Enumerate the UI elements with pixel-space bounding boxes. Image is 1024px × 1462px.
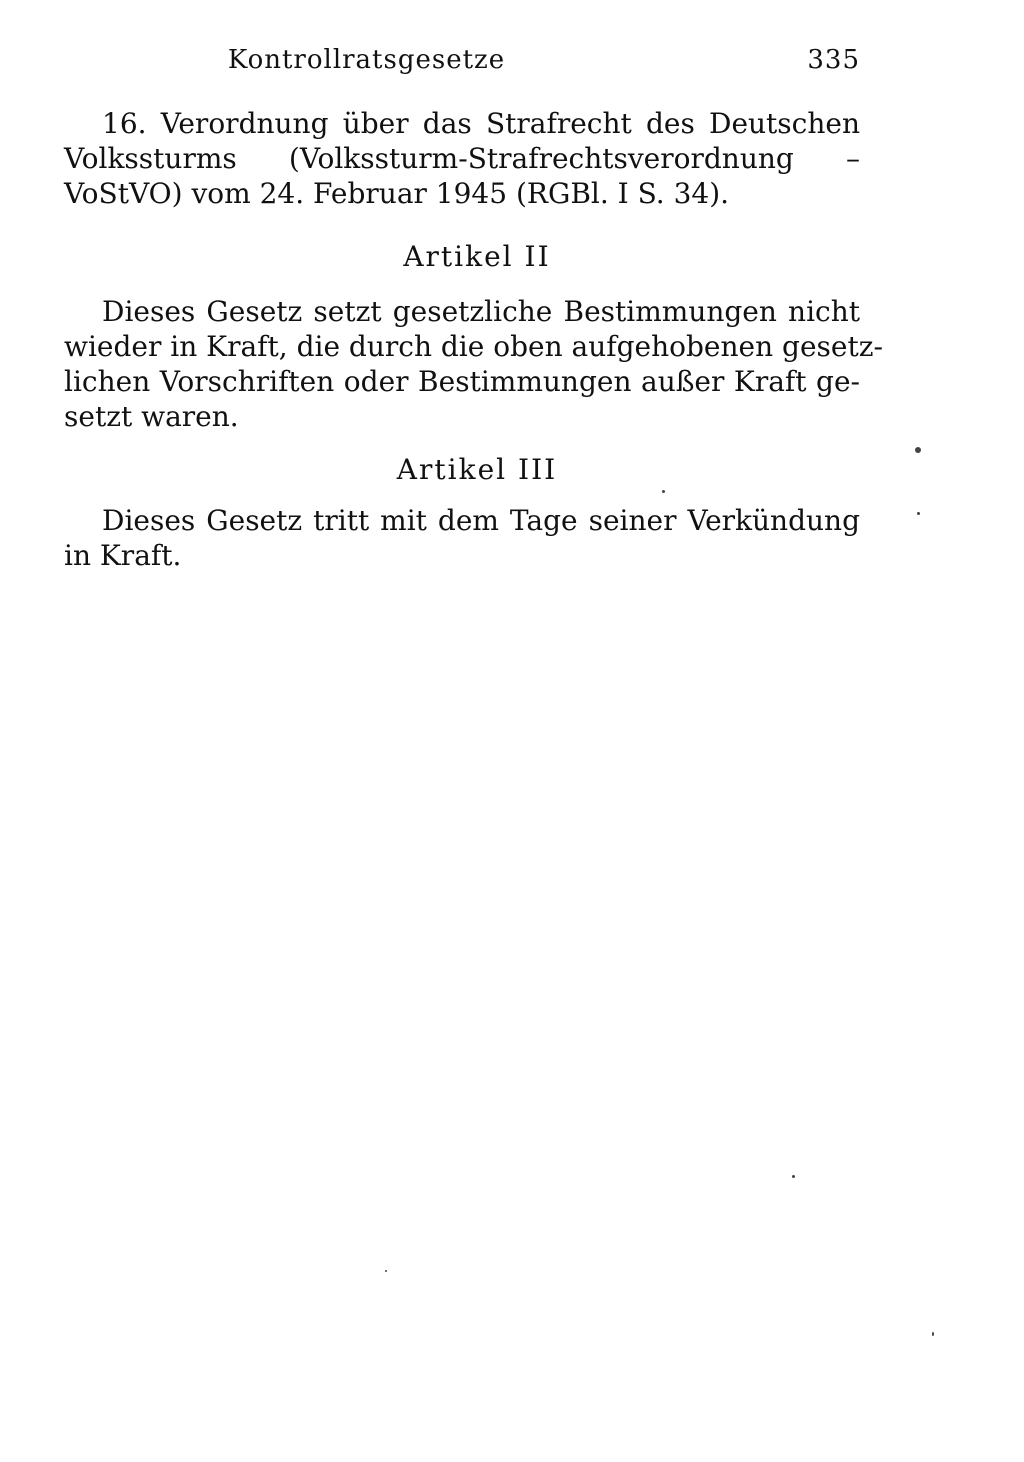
paragraph-line: setzt waren. [64, 400, 239, 433]
paragraph-line: Dieses Gesetz setzt gesetzliche Bestimmungen nicht [102, 295, 860, 328]
scan-speck [792, 1175, 795, 1178]
running-head: Kontrollratsgesetze [227, 45, 506, 75]
paragraph-line: 16. Verordnung über das Strafrecht des Deutschen [102, 107, 860, 140]
scan-speck [917, 512, 920, 515]
article-2-section [64, 239, 883, 434]
article-3-section [64, 452, 860, 573]
paragraph-line: Dieses Gesetz tritt mit dem Tage seiner Verkündung [102, 504, 860, 537]
paragraph-line: in Kraft. [64, 539, 182, 572]
page-content [64, 106, 883, 573]
scan-speck [385, 1270, 387, 1272]
scan-speck [662, 490, 665, 493]
paragraph-line: Volkssturms (Volkssturm-Strafrechtsverordnung – [64, 142, 860, 175]
item-16-paragraph [64, 106, 860, 211]
paragraph-line: wieder in Kraft, die durch die oben aufgehobenen gesetz- [64, 330, 883, 363]
scan-speck [915, 447, 921, 453]
page-header [64, 40, 860, 80]
article-2-heading: Artikel II [403, 240, 551, 273]
paragraph-line: VoStVO) vom 24. Februar 1945 (RGBl. I S. 34). [64, 177, 730, 210]
scan-speck [932, 1332, 934, 1336]
article-3-heading: Artikel III [396, 453, 558, 486]
paragraph-line: lichen Vorschriften oder Bestimmungen außer Kraft ge- [64, 365, 860, 398]
page-number: 335 [807, 45, 860, 75]
